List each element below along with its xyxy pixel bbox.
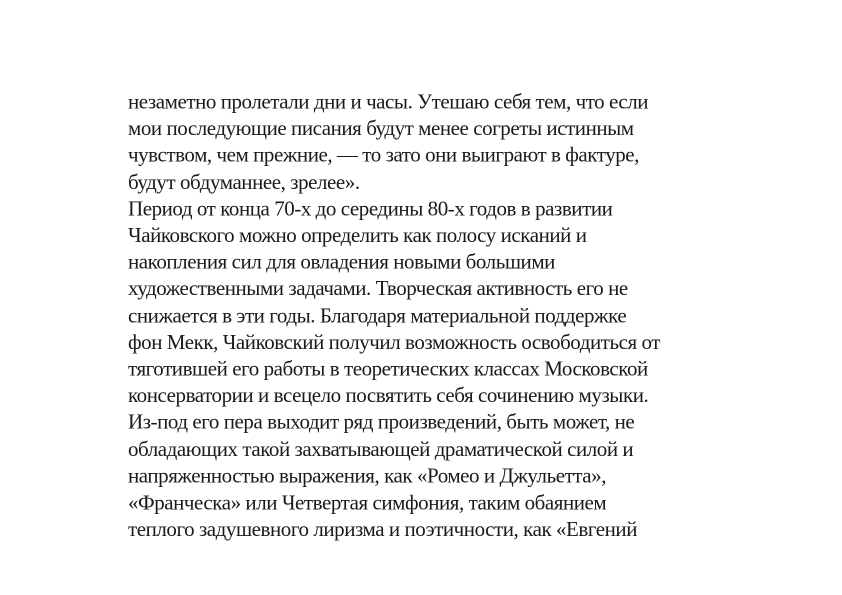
text-line: обладающих такой захватывающей драматической силой и <box>128 436 634 461</box>
text-line: фон Мекк, Чайковский получил возможность освободиться от <box>128 329 661 355</box>
text-line: чувством, чем прежние, — то зато они выиграют в фактуре, <box>128 142 639 167</box>
text-line: напряженностью выражения, как «Ромео и Джульетта», <box>128 463 607 488</box>
body-text <box>128 88 748 542</box>
text-line: художественными задачами. Творческая активность его не <box>128 276 628 301</box>
text-line: «Франческа» или Четвертая симфония, таким обаянием <box>128 489 607 515</box>
text-line: Период от конца 70-х до середины 80-х годов в развитии <box>128 195 613 221</box>
text-line: незаметно пролетали дни и часы. Утешаю себя тем, что если <box>128 89 649 114</box>
text-line: снижается в эти годы. Благодаря материальной поддержке <box>128 302 627 328</box>
text-line: теплого задушевного лиризма и поэтичности, как «Евгений <box>128 516 638 542</box>
text-line: тяготившей его работы в теоретических классах Московской <box>128 356 648 381</box>
text-line: будут обдуманнее, зрелее». <box>128 169 360 194</box>
text-line: мои последующие писания будут менее согреты истинным <box>128 115 634 141</box>
text-line: накопления сил для овладения новыми большими <box>128 249 555 274</box>
text-line: консерватории и всецело посвятить себя сочинению музыки. <box>128 383 649 408</box>
text-line: Из-под его пера выходит ряд произведений, быть может, не <box>128 409 635 435</box>
text-line: Чайковского можно определить как полосу исканий и <box>128 222 587 248</box>
